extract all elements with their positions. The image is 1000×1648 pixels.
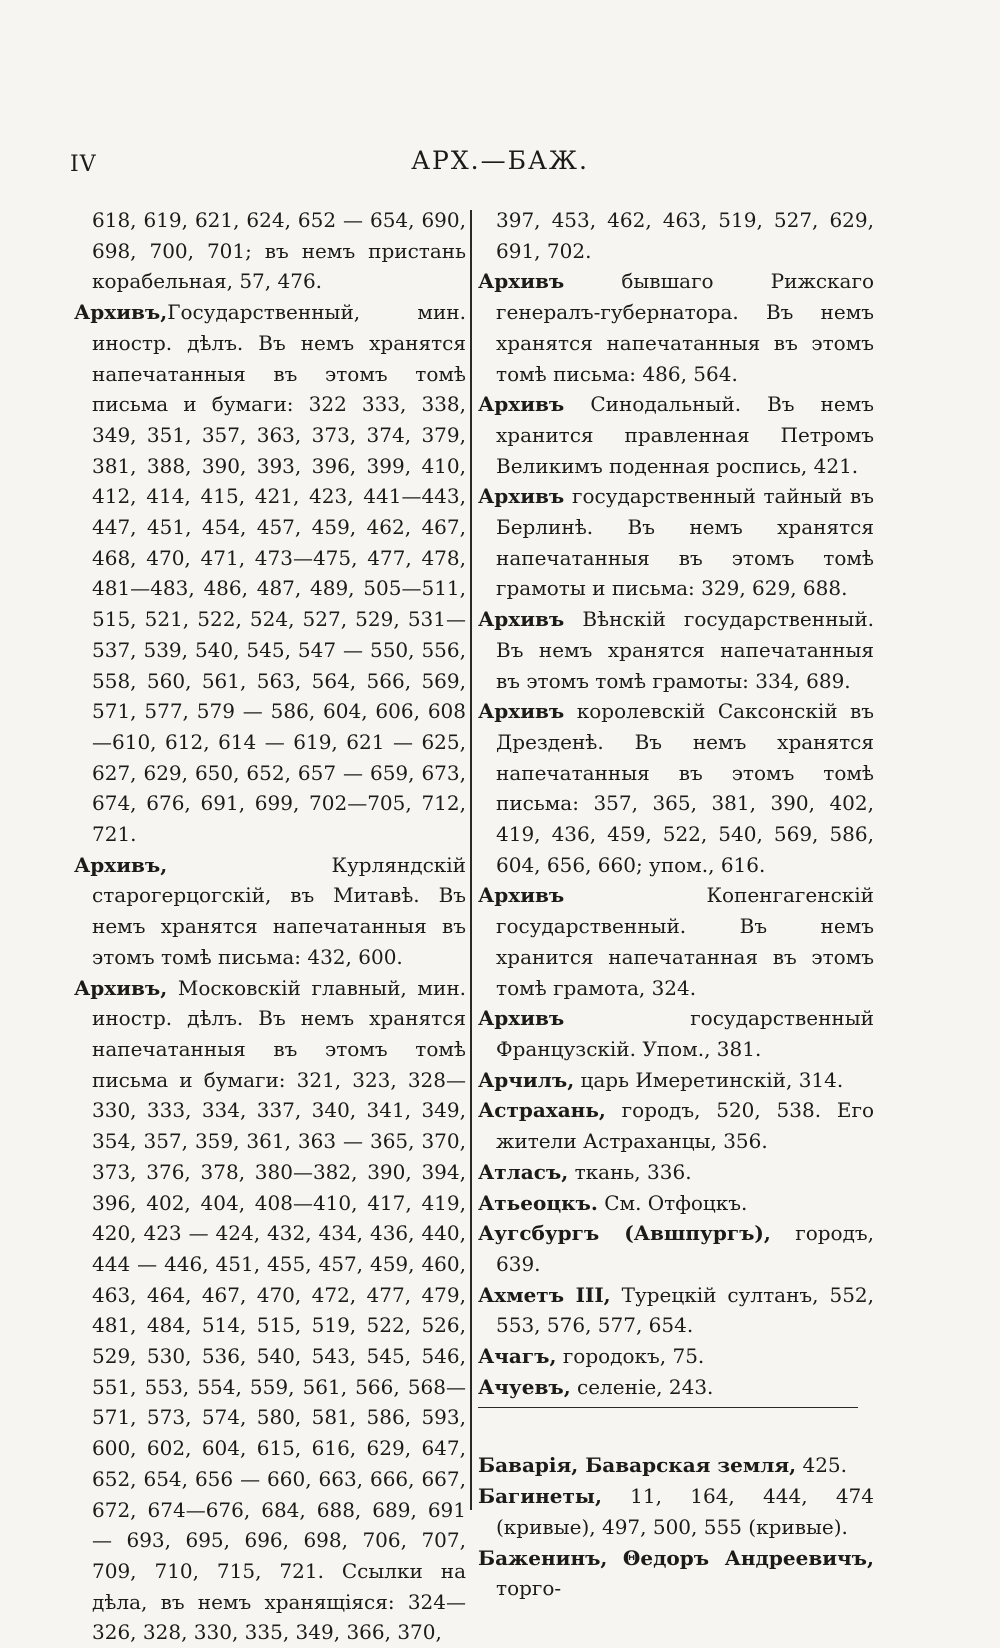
entry-headword: Архивъ xyxy=(478,699,565,724)
entry-headword: Астрахань, xyxy=(478,1098,606,1123)
entry-text: Копенгагенскій государственный. Въ немъ хранится напечатанная въ этомъ томѣ грамота, 324. xyxy=(496,883,874,1000)
entry-headword: Багинеты, xyxy=(478,1484,602,1509)
index-entry xyxy=(74,850,466,973)
index-entry: 397, 453, 462, 463, 519, 527, 629, 691, 702. xyxy=(496,208,874,263)
entry-text: селеніе, 243. xyxy=(577,1374,714,1399)
index-entry xyxy=(478,1157,874,1188)
index-entry xyxy=(478,696,874,880)
entry-text: королевскій Саксонскій въ Дрезденѣ. Въ немъ хранятся напечатанныя въ этомъ томѣ письма: 357, 365, 381, 390, 402, 419, 436, 459, 522, 540, 569, 586, 604, 656, 660; упом., 616. xyxy=(496,699,874,877)
index-entry xyxy=(478,1372,874,1403)
index-entry xyxy=(478,389,874,481)
entry-headword: Архивъ xyxy=(478,484,565,509)
entry-text: царь Имеретинскій, 314. xyxy=(580,1067,844,1092)
index-entry xyxy=(478,1450,874,1481)
entry-headword: Архивъ, xyxy=(74,852,168,877)
left-column xyxy=(74,205,466,1648)
index-entry xyxy=(478,1003,874,1064)
section-gap xyxy=(478,1416,874,1450)
entry-headword: Арчилъ, xyxy=(478,1067,575,1092)
entry-headword: Атьеоцкъ. xyxy=(478,1190,598,1215)
right-column xyxy=(478,205,874,1604)
entry-headword: Архивъ xyxy=(478,607,565,632)
entry-headword: Архивъ xyxy=(478,269,565,294)
index-entry xyxy=(478,1218,874,1279)
entry-text: Московскій главный, мин. иностр. дѣлъ. Въ немъ хранятся напечатанныя въ этомъ томѣ письма и бумаги: 321, 323, 328—330, 333, 334, 337, 340, 341, 349, 354, 357, 359, 361, 363 — 365, 370, 373, 376, 378, 380—382, 390, 394, 396, 402, 404, 408—410, 417, 419, 420, 423 — 424, 432, 434, 436, 440, 444 — 446, 451, 455, 457, 459, 460, 463, 464, 467, 470, 472, 477, 479, 481, 484, 514, 515, 519, 522, 526, 529, 530, 536, 540, 543, 545, 546, 551, 553, 554, 559, 561, 566, 568—571, 573, 574, 580, 581, 586, 593, 600, 602, 604, 615, 616, 629, 647, 652, 654, 656 — 660, 663, 666, 667, 672, 674—676, 684, 688, 689, 691 — 693, 695, 696, 698, 706, 707, 709, 710, 715, 721. Ссылки на дѣла, въ немъ хранящіяся: 324—326, 328, 330, 335, 349, 366, 370, xyxy=(92,975,467,1645)
entry-text: ткань, 336. xyxy=(574,1159,692,1184)
section-separator xyxy=(478,1407,858,1408)
entry-headword: Аугсбургъ (Авшпургъ), xyxy=(478,1221,771,1246)
running-head: АРХ.—БАЖ. xyxy=(411,146,589,175)
entry-text: 11, 164, 444, 474 (кривые), 497, 500, 555 (кривые). xyxy=(496,1484,874,1539)
index-entry: 618, 619, 621, 624, 652 — 654, 690, 698, 700, 701; въ немъ пристань корабельная, 57, 476. xyxy=(92,208,466,294)
entry-text: Синодальный. Въ немъ хранится правленная Петромъ Великимъ поденная роспись, 421. xyxy=(496,392,875,478)
index-entry xyxy=(478,1543,874,1604)
index-entry xyxy=(74,973,466,1648)
entry-text: торго- xyxy=(496,1576,562,1601)
column-divider xyxy=(470,210,472,1510)
entry-text: городокъ, 75. xyxy=(562,1344,705,1369)
entry-text: Государственный, мин. иностр. дѣлъ. Въ немъ хранятся напечатанныя въ этомъ томѣ письма и бумаги: 322 333, 338, 349, 351, 357, 363, 373, 374, 379, 381, 388, 390, 393, 396, 399, 410, 412, 414, 415, 421, 423, 441—443, 447, 451, 454, 457, 459, 462, 467, 468, 470, 471, 473—475, 477, 478, 481—483, 486, 487, 489, 505—511, 515, 521, 522, 524, 527, 529, 531—537, 539, 540, 545, 547 — 550, 556, 558, 560, 561, 563, 564, 566, 569, 571, 577, 579 — 586, 604, 606, 608—610, 612, 614 — 619, 621 — 625, 627, 629, 650, 652, 657 — 659, 673, 674, 676, 691, 699, 702—705, 712, 721. xyxy=(92,300,466,847)
index-entry xyxy=(478,880,874,1003)
entry-headword: Ачагъ, xyxy=(478,1344,557,1369)
entry-text: бывшаго Рижскаго генералъ-губернатора. Въ немъ хранятся напечатанныя въ этомъ томѣ письма: 486, 564. xyxy=(496,269,874,386)
index-entry xyxy=(478,1481,874,1542)
entry-headword: Архивъ, xyxy=(74,975,168,1000)
entry-headword: Ахметъ III, xyxy=(478,1282,611,1307)
entry-text: городъ, 639. xyxy=(496,1221,874,1276)
entry-headword: Архивъ, xyxy=(74,300,168,325)
entry-text: См. Отфоцкъ. xyxy=(604,1190,748,1215)
entry-text: Турецкій султанъ, 552, 553, 576, 577, 654. xyxy=(496,1282,874,1338)
entry-headword: Баварія, Баварская земля, xyxy=(478,1453,797,1478)
index-entry xyxy=(478,604,874,696)
entry-text: Курляндскій старогерцогскій, въ Митавѣ. Въ немъ хранятся напечатанныя въ этомъ томѣ письма: 432, 600. xyxy=(92,852,466,969)
entry-text: государственный Французскій. Упом., 381. xyxy=(496,1006,874,1061)
index-entry xyxy=(478,266,874,389)
index-entry xyxy=(478,481,874,604)
entry-headword: Ачуевъ, xyxy=(478,1374,571,1399)
index-entry xyxy=(478,1065,874,1096)
index-entry xyxy=(478,1188,874,1219)
entry-text: Вѣнскій государственный. Въ немъ хранятся напечатанныя въ этомъ томѣ грамоты: 334, 689. xyxy=(496,607,875,693)
index-entry xyxy=(478,1280,874,1341)
entry-headword: Архивъ xyxy=(478,883,565,908)
page-number: IV xyxy=(70,152,97,177)
entry-headword: Архивъ xyxy=(478,392,565,417)
entry-text: государственный тайный въ Берлинѣ. Въ немъ хранятся напечатанныя въ этомъ томѣ грамоты и письма: 329, 629, 688. xyxy=(496,484,874,601)
index-entry xyxy=(478,1095,874,1156)
entry-text: 425. xyxy=(802,1453,847,1478)
entry-headword: Архивъ xyxy=(478,1006,565,1031)
entry-text: городъ, 520, 538. Его жители Астраханцы, 356. xyxy=(496,1098,874,1154)
entry-headword: Баженинъ, Θедоръ Андреевичъ, xyxy=(478,1545,874,1570)
entry-headword: Атласъ, xyxy=(478,1159,569,1184)
index-entry xyxy=(478,1341,874,1372)
index-entry xyxy=(74,297,466,850)
